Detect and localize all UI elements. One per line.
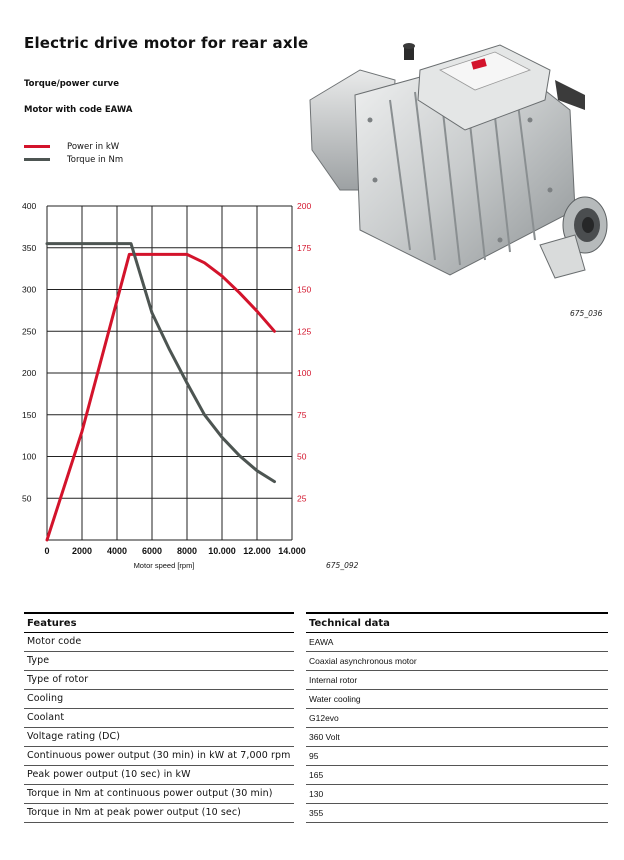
torque-power-chart [0, 190, 330, 580]
table-row [24, 652, 608, 671]
legend-torque-swatch [24, 158, 50, 161]
y-right-tick-label: 200 [297, 201, 312, 211]
y-left-tick-label: 300 [22, 284, 37, 295]
table-row [24, 633, 608, 652]
value-cell: 355 [306, 804, 608, 823]
table-row [24, 671, 608, 690]
x-axis-label: Motor speed [rpm] [133, 561, 195, 570]
feature-cell: Type [24, 652, 294, 671]
photo-figure-code: 675_036 [570, 309, 603, 318]
features-header: Features [24, 613, 294, 633]
y-left-tick-label: 200 [22, 368, 37, 378]
power-series-line [47, 254, 275, 540]
feature-cell: Torque in Nm at peak power output (10 sec) [24, 804, 294, 823]
y-right-tick-label: 150 [297, 284, 312, 295]
legend-power-swatch [24, 145, 50, 148]
table-row [24, 804, 608, 823]
y-right-tick-label: 175 [297, 242, 312, 253]
value-cell: Coaxial asynchronous motor [306, 652, 608, 671]
table-row [24, 747, 608, 766]
value-cell: 360 Volt [306, 728, 608, 747]
value-cell: EAWA [306, 633, 608, 652]
y-right-tick-label: 100 [297, 368, 312, 378]
y-right-tick-label: 50 [297, 451, 307, 462]
torque-series-line [47, 244, 275, 482]
table-row [24, 785, 608, 804]
x-tick-label: 8000 [176, 546, 198, 556]
y-right-tick-label: 25 [297, 493, 307, 504]
y-left-tick-label: 50 [22, 493, 32, 504]
value-cell: Internal rotor [306, 671, 608, 690]
feature-cell: Motor code [24, 633, 294, 652]
x-tick-label: 2000 [71, 546, 93, 556]
table-row [24, 728, 608, 747]
x-tick-label: 6000 [141, 546, 163, 556]
feature-cell: Torque in Nm at continuous power output (30 min) [24, 785, 294, 804]
feature-cell: Peak power output (10 sec) in kW [24, 766, 294, 785]
motor-illustration [300, 40, 610, 280]
chart-figure-code: 675_092 [326, 561, 359, 570]
legend-power-label: Power in kW [67, 142, 120, 152]
specs-table [24, 612, 608, 823]
technical-data-header: Technical data [306, 613, 608, 633]
feature-cell: Type of rotor [24, 671, 294, 690]
y-left-tick-label: 100 [22, 451, 37, 462]
x-tick-label: 14.000 [278, 546, 306, 556]
feature-cell: Continuous power output (30 min) in kW at 7,000 rpm [24, 747, 294, 766]
y-right-tick-label: 75 [297, 409, 307, 420]
legend-torque-label: Torque in Nm [67, 155, 124, 165]
x-tick-label: 0 [44, 546, 50, 556]
chart-subtitle: Torque/power curve [24, 79, 119, 89]
page-title: Electric drive motor for rear axle [24, 34, 309, 52]
table-row [24, 766, 608, 785]
value-cell: G12evo [306, 709, 608, 728]
table-row [24, 709, 608, 728]
value-cell: 165 [306, 766, 608, 785]
value-cell: 95 [306, 747, 608, 766]
value-cell: Water cooling [306, 690, 608, 709]
y-left-tick-label: 400 [22, 201, 37, 211]
y-left-tick-label: 350 [22, 242, 37, 253]
value-cell: 130 [306, 785, 608, 804]
x-tick-label: 10.000 [208, 546, 236, 556]
feature-cell: Voltage rating (DC) [24, 728, 294, 747]
y-left-tick-label: 150 [22, 409, 37, 420]
feature-cell: Cooling [24, 690, 294, 709]
feature-cell: Coolant [24, 709, 294, 728]
y-right-tick-label: 125 [297, 326, 312, 337]
x-tick-label: 4000 [106, 546, 128, 556]
x-tick-label: 12.000 [243, 546, 271, 556]
motor-code-subtitle: Motor with code EAWA [24, 105, 133, 115]
table-row [24, 690, 608, 709]
y-left-tick-label: 250 [22, 326, 37, 337]
